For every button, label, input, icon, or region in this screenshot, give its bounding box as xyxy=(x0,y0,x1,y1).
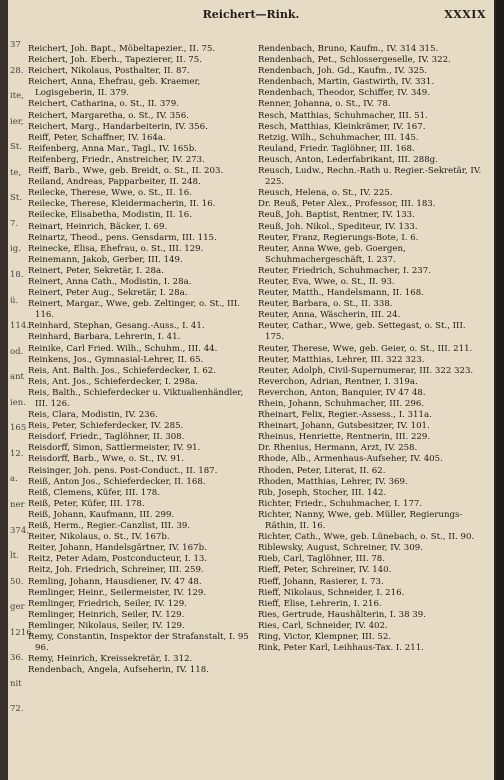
margin-fragments xyxy=(8,40,35,740)
directory-entry: Reilecke, Therese, Kleidermacherin, II. 16. xyxy=(28,199,216,210)
directory-entry: Dr. Reuß, Peter Alex., Professor, III. 183. xyxy=(258,199,436,210)
directory-entry: Resch, Matthias, Schuhmacher, III. 51. xyxy=(258,110,428,121)
directory-entry: Reinartz, Theod., pens. Gensdarm, III. 115. xyxy=(28,232,217,243)
directory-entry: Reisdorf, Friedr., Taglöhner, II. 308. xyxy=(28,432,185,443)
directory-entry: Rendenbach, Joh. Gd., Kaufm., IV. 325. xyxy=(258,66,428,77)
directory-entry: Reverchon, Anton, Banquier, IV 47 48. xyxy=(258,387,426,398)
directory-entry: Rendenbach, Pet., Schlossergeselle, IV. 322. xyxy=(258,55,451,66)
right-column xyxy=(258,44,486,654)
directory-entry: Reiß, Johann, Kaufmann, III. 299. xyxy=(28,509,175,520)
directory-entry: Rheinart, Felix, Regier.-Assess., I. 311a. xyxy=(258,410,432,421)
margin-fragment: St. xyxy=(10,142,22,152)
directory-entry: Ries, Carl, Schneider, IV. 402. xyxy=(258,620,388,631)
directory-entry: Reusch, Anton, Lederfabrikant, III. 288g. xyxy=(258,154,438,165)
directory-entry: Reichert, Joh. Eberh., Tapezierer, II. 75. xyxy=(28,55,202,66)
directory-entry: Reinkens, Jos., Gymnasial-Lehrer, II. 65. xyxy=(28,354,204,365)
page-number: XXXIX xyxy=(444,8,486,21)
directory-entry: Reilecke, Elisabetha, Modistin, II. 16. xyxy=(28,210,192,221)
directory-entry: Remlinger, Heinr., Seilermeister, IV. 129. xyxy=(28,587,207,598)
directory-entry: Reiff, Barb., Wwe, geb. Breidt, o. St., II. 203. xyxy=(28,166,224,177)
margin-fragment: 50. xyxy=(10,577,24,587)
margin-fragment: 37 xyxy=(10,40,21,50)
margin-fragment: 12. xyxy=(10,449,24,459)
margin-fragment: 1216. xyxy=(10,628,35,638)
directory-entry: Rieff, Johann, Rasierer, I. 73. xyxy=(258,576,384,587)
directory-entry: Rheinus, Henriette, Rentnerin, III. 229. xyxy=(258,432,431,443)
directory-entry: Reinert, Peter Aug., Sekretär, I. 28a. xyxy=(28,288,188,299)
directory-entry: Rieff, Elise, Lehrerin, I. 216. xyxy=(258,598,382,609)
margin-fragment: ant xyxy=(10,372,24,382)
margin-fragment: ier, xyxy=(10,117,24,127)
directory-entry: Reinhard, Stephan, Gesang.-Auss., I. 41. xyxy=(28,321,205,332)
directory-entry: Rendenbach, Martin, Gastwirth, IV. 331. xyxy=(258,77,435,88)
directory-entry: Reitz, Joh. Friedrich, Schreiner, III. 259. xyxy=(28,565,204,576)
directory-entry: Reiß, Clemens, Küfer, III. 178. xyxy=(28,487,161,498)
directory-entry: Remlinger, Nikolaus, Seiler, IV. 129. xyxy=(28,620,185,631)
directory-entry: Rink, Peter Karl, Leihhaus-Tax. I. 211. xyxy=(258,643,424,654)
margin-fragment: nit xyxy=(10,679,22,689)
margin-fragment: ner xyxy=(10,500,25,510)
directory-entry: Remy, Heinrich, Kreissekretär, I. 312. xyxy=(28,654,193,665)
directory-entry: Rhein, Johann, Schuhmacher, III. 296. xyxy=(258,399,425,409)
directory-entry: Reis, Peter, Schieferdecker, IV. 285. xyxy=(28,421,184,432)
directory-entry: Riblewsky, August, Schreiner, IV. 309. xyxy=(258,543,423,554)
book-spine-right xyxy=(496,0,504,780)
directory-page xyxy=(8,0,494,780)
directory-entry: Reiß, Anton Jos., Schieferdecker, II. 168. xyxy=(28,476,206,487)
directory-entry: Reinert, Anna Cath., Modistin, I. 28a. xyxy=(28,276,192,287)
directory-entry: Richter, Nanny, Wwe, geb. Müller, Regierungs-Räthin, II. 16. xyxy=(258,509,463,532)
margin-fragment: 28. xyxy=(10,66,24,76)
directory-entry: Reuter, Friedrich, Schuhmacher, I. 237. xyxy=(258,265,431,276)
margin-fragment: te, xyxy=(10,168,22,178)
directory-entry: Rhoden, Peter, Literat, II. 62. xyxy=(258,465,386,476)
directory-entry: Reis, Balth., Schieferdecker u. Viktualienhändler, III. 126. xyxy=(28,387,244,409)
directory-entry: Reuß, Joh. Nikol., Spediteur, IV. 133. xyxy=(258,221,418,232)
margin-fragment: a. xyxy=(10,474,18,484)
directory-entry: Renner, Johanna, o. St., IV. 78. xyxy=(258,99,391,110)
directory-entry: Richter, Friedr., Schuhmacher, I. 177. xyxy=(258,498,423,509)
directory-entry: Reiff, Peter, Schaffner, IV. 164a. xyxy=(28,132,166,143)
directory-entry: Reuter, Matth., Handelsmann, II. 168. xyxy=(258,288,424,299)
directory-entry: Reinike, Carl Fried. Wilh., Schuhm., III. 44. xyxy=(28,343,218,354)
directory-entry: Reichert, Margaretha, o. St., IV. 356. xyxy=(28,110,189,121)
directory-entry: Reusch, Ludw., Rechn.-Rath u. Regier.-Sekretär, IV. 225. xyxy=(258,166,482,188)
directory-entry: Reiß, Peter, Küfer, III. 178. xyxy=(28,498,145,509)
directory-entry: Reitz, Peter Adam, Postconducteur, I. 13. xyxy=(28,554,208,565)
directory-entry: Reiland, Andreas, Papparbeiter, II. 248. xyxy=(28,177,201,188)
directory-entry: Reilecke, Therese, Wwe, o. St., II. 16. xyxy=(28,188,192,199)
directory-entry: Reis, Clara, Modistin, IV. 236. xyxy=(28,410,158,421)
margin-fragment: ig. xyxy=(10,244,21,254)
directory-entry: Rhode, Alb., Armenhaus-Aufseher, IV. 405. xyxy=(258,454,443,465)
directory-entry: Reis, Ant. Jos., Schieferdecker, I. 298a. xyxy=(28,376,198,387)
margin-fragment: 7. xyxy=(10,219,19,229)
directory-entry: Rieb, Carl, Taglöhner, III. 78. xyxy=(258,554,385,565)
left-column xyxy=(28,44,253,676)
directory-entry: Reichert, Anna, Ehefrau, geb. Kraemer, Logisgeberin, II. 379. xyxy=(28,77,201,99)
margin-fragment: 72. xyxy=(10,704,24,714)
directory-entry: Reinhard, Barbara, Lehrerin, I. 41. xyxy=(28,332,181,343)
directory-entry: Reinecke, Elisa, Ehefrau, o. St., III. 129. xyxy=(28,243,204,254)
directory-entry: Reiß, Herm., Regier.-Canzlist, III. 39. xyxy=(28,521,191,532)
margin-fragment: lt. xyxy=(10,551,19,561)
margin-fragment: ite, xyxy=(10,91,24,101)
directory-entry: Reverchon, Adrian, Rentner, I. 319a. xyxy=(258,376,418,387)
directory-entry: Reuter, Barbara, o. St., II. 338. xyxy=(258,299,393,310)
directory-entry: Rheinart, Johann, Gutsbesitzer, IV. 101. xyxy=(258,421,430,432)
directory-entry: Richter, Cath., Wwe, geb. Lünebach, o. St., II. 90. xyxy=(258,532,475,543)
directory-entry: Remlinger, Heinrich, Seiler, IV. 129. xyxy=(28,609,185,620)
directory-entry: Reiter, Johann, Handelsgärtner, IV. 167b. xyxy=(28,543,207,554)
margin-fragment: ü. xyxy=(10,296,19,306)
directory-entry: Reichert, Nikolaus, Posthalter, II. 87. xyxy=(28,66,190,77)
margin-fragment: 18. xyxy=(10,270,24,280)
directory-entry: Reichert, Marg., Handarbeiterin, IV. 356. xyxy=(28,121,208,132)
directory-entry: Rendenbach, Theodor, Schiffer, IV. 349. xyxy=(258,88,430,99)
directory-entry: Reifenberg, Anna Mar., Tagl., IV. 165b. xyxy=(28,143,198,154)
directory-entry: Reiter, Nikolaus, o. St., IV. 167b. xyxy=(28,532,170,543)
directory-entry: Rib, Joseph, Stocher, III. 142. xyxy=(258,487,387,498)
margin-fragment: 374. xyxy=(10,526,29,536)
directory-entry: Reinemann, Jakob, Gerber, III. 149. xyxy=(28,254,183,265)
directory-entry: Dr. Rhenius, Hermann, Arzt, IV. 258. xyxy=(258,443,418,454)
directory-entry: Reifenberg, Friedr., Anstreicher, IV. 273. xyxy=(28,154,205,165)
margin-fragment: 36. xyxy=(10,653,24,663)
directory-entry: Reuter, Anna, Wäscherin, III. 24. xyxy=(258,310,401,321)
margin-fragment: od. xyxy=(10,347,24,357)
directory-entry: Reichert, Joh. Bapt., Möbeltapezier., II. 75. xyxy=(28,44,216,54)
directory-entry: Reinart, Heinrich, Bäcker, I. 69. xyxy=(28,221,168,232)
margin-fragment: St. xyxy=(10,193,22,203)
directory-entry: Reisdorff, Simon, Sattlermeister, IV. 91. xyxy=(28,443,201,454)
margin-fragment: 114. xyxy=(10,321,29,331)
directory-entry: Rendenbach, Bruno, Kaufm., IV. 314 315. xyxy=(258,44,439,54)
directory-entry: Reuter, Franz, Regierungs-Bote, I. 6. xyxy=(258,232,419,243)
directory-entry: Reuter, Anna Wwe, geb. Goergen, Schuhmachergeschäft, I. 237. xyxy=(258,243,406,265)
directory-entry: Rendenbach, Angela, Aufseherin, IV. 118. xyxy=(28,665,209,676)
margin-fragment: 165 xyxy=(10,423,27,433)
page-title: Reichert—Rink. xyxy=(202,8,300,21)
directory-entry: Reisinger, Joh. pens. Post-Conduct., II. 187. xyxy=(28,465,218,476)
directory-entry: Reinert, Margar., Wwe, geb. Zeltinger, o. St., III. 116. xyxy=(28,299,240,321)
directory-entry: Reis, Ant. Balth. Jos., Schieferdecker, I. 62. xyxy=(28,365,216,376)
directory-entry: Reinert, Peter, Sekretär, I. 28a. xyxy=(28,265,164,276)
directory-entry: Reuland, Friedr. Taglöhner, III. 168. xyxy=(258,143,415,154)
directory-entry: Reuter, Cathar., Wwe, geb. Settegast, o. St., III. 175. xyxy=(258,321,466,343)
margin-fragment: ger xyxy=(10,602,25,612)
page-edge-left xyxy=(0,0,8,780)
directory-entry: Rieff, Peter, Schreiner, IV. 140. xyxy=(258,565,392,576)
directory-entry: Ring, Victor, Klempner, III. 52. xyxy=(258,631,392,642)
directory-entry: Rhoden, Matthias, Lehrer, IV. 369. xyxy=(258,476,408,487)
directory-entry: Remy, Constantin, Inspektor der Strafanstalt, I. 95 96. xyxy=(28,631,249,654)
page-header xyxy=(8,6,494,26)
margin-fragment: ien. xyxy=(10,398,26,408)
directory-entry: Reusch, Helena, o. St., IV. 225. xyxy=(258,188,393,199)
directory-entry: Reuter, Matthias, Lehrer, III. 322 323. xyxy=(258,354,425,365)
directory-entry: Remling, Johann, Hausdiener, IV. 47 48. xyxy=(28,576,202,587)
directory-entry: Reuter, Adolph, Civil-Supernumerar, III. 322 323. xyxy=(258,365,474,376)
directory-entry: Remlinger, Friedrich, Seiler, IV. 129. xyxy=(28,598,187,609)
directory-entry: Ries, Gertrude, Haushälterin, I. 38 39. xyxy=(258,609,426,620)
directory-entry: Reuß, Joh. Baptist, Rentner, IV. 133. xyxy=(258,210,415,221)
directory-entry: Retzig, Wilh., Schuhmacher, III. 145. xyxy=(258,132,419,143)
directory-entry: Reisdorff, Barb., Wwe, o. St., IV. 91. xyxy=(28,454,184,465)
directory-entry: Reuter, Therese, Wwe, geb. Geier, o. St., III. 211. xyxy=(258,343,473,354)
directory-entry: Reuter, Eva, Wwe, o. St., II. 93. xyxy=(258,276,395,287)
directory-entry: Resch, Matthias, Kleinkrämer, IV. 167. xyxy=(258,121,426,132)
directory-entry: Reichert, Catharina, o. St., II. 379. xyxy=(28,99,179,110)
directory-entry: Rieff, Nikolaus, Schneider, I. 216. xyxy=(258,587,405,598)
